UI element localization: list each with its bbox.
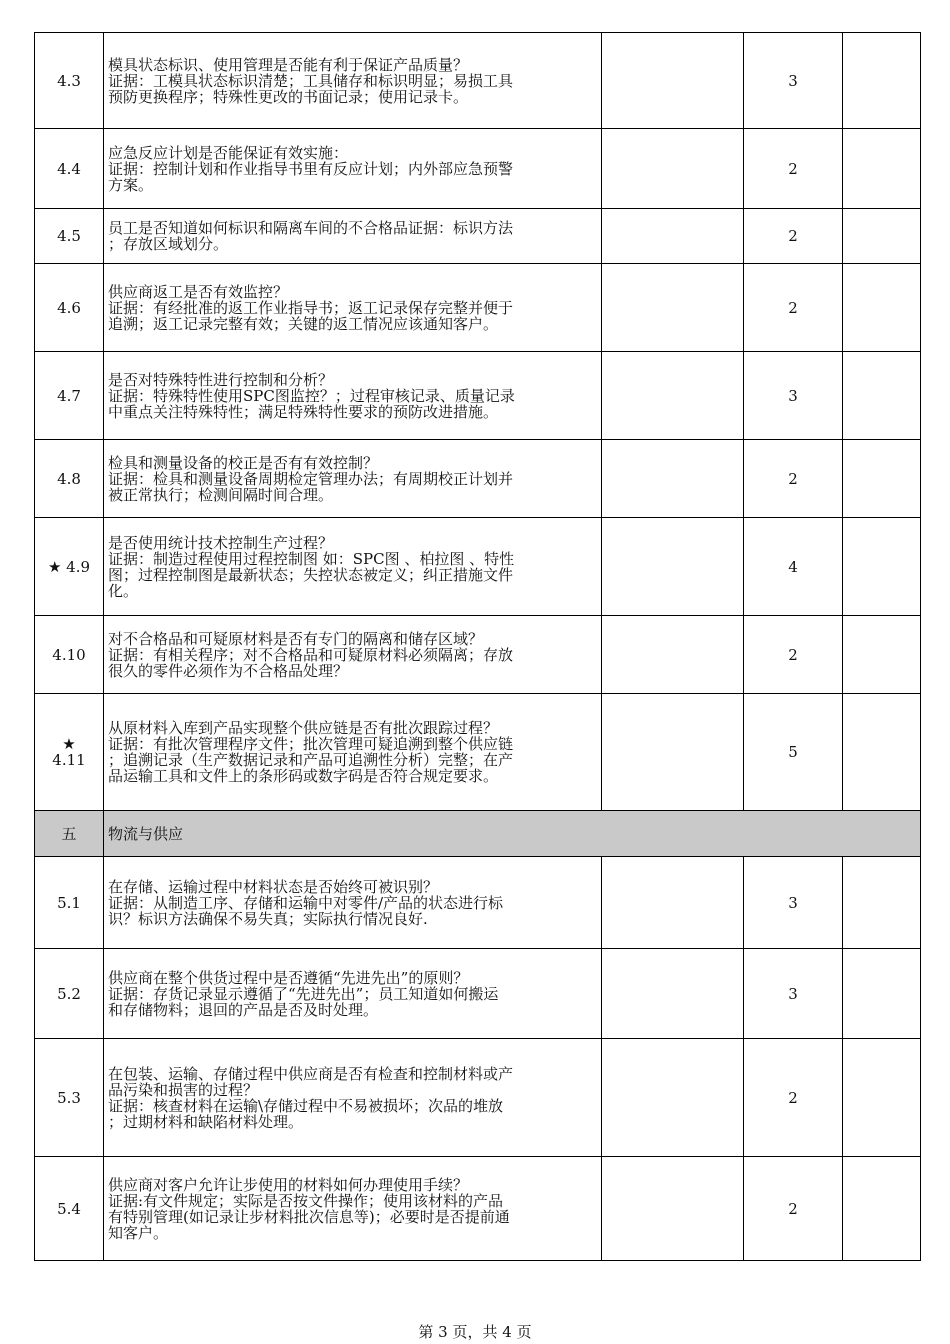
item-description-line: 证据：有相关程序；对不合格品和可疑原材料必须隔离；存放 (108, 646, 514, 663)
table-row (35, 352, 921, 440)
item-description (104, 209, 602, 264)
table-row (35, 616, 921, 694)
result-cell (843, 33, 921, 129)
item-number-line: 4.11 (52, 752, 86, 768)
item-description-line: 供应商对客户允许让步使用的材料如何办理使用手续？ (108, 1176, 469, 1193)
evidence-cell (602, 1157, 744, 1261)
item-description-line: 被正常执行；检测间隔时间合理。 (108, 486, 334, 503)
item-description-line: 追溯；返工记录完整有效；关键的返工情况应该通知客户。 (108, 315, 499, 332)
item-number: ★ 4.9 (35, 518, 104, 616)
score-cell: 5 (744, 694, 843, 811)
item-description-line: 证据：有批次管理程序文件；批次管理可疑追溯到整个供应链 (108, 736, 514, 752)
page-footer: 第 3 页，共 4 页 (418, 1323, 532, 1341)
item-description-line: 在包装、运输、存储过程中供应商是否有检查和控制材料或产 (108, 1065, 514, 1082)
item-description (104, 264, 602, 352)
item-description-line: 很久的零件必须作为不合格品处理？ (108, 662, 349, 679)
score-cell: 4 (744, 518, 843, 616)
item-description-line: ；存放区域划分。 (108, 236, 229, 252)
item-description-line: 有特别管理(如记录让步材料批次信息等)；必要时是否提前通 (108, 1208, 510, 1225)
table-row (35, 1157, 921, 1261)
item-description (104, 857, 602, 949)
item-description-line: 中重点关注特殊特性；满足特殊特性要求的预防改进措施。 (108, 403, 499, 420)
item-description (104, 33, 602, 129)
item-number: 4.8 (35, 440, 104, 518)
score-cell: 3 (744, 949, 843, 1039)
result-cell (843, 1039, 921, 1157)
evidence-cell (602, 518, 744, 616)
item-description-line: 对不合格品和可疑原材料是否有专门的隔离和储存区域？ (108, 630, 484, 647)
item-description (104, 518, 602, 616)
result-cell (843, 264, 921, 352)
audit-table (34, 32, 921, 1261)
item-description-line: 品污染和损害的过程？ (108, 1081, 259, 1098)
item-description-line: 证据：制造过程使用过程控制图 如：SPC图 、柏拉图 、特性 (108, 550, 515, 567)
item-description-line: 知客户。 (108, 1224, 169, 1241)
table-row (35, 857, 921, 949)
item-description-line: 证据：检具和测量设备周期检定管理办法；有周期校正计划并 (108, 470, 514, 487)
evidence-cell (602, 352, 744, 440)
score-cell: 2 (744, 440, 843, 518)
evidence-cell (602, 129, 744, 209)
item-description-line: ；追溯记录（生产数据记录和产品可追溯性分析）完整；在产 (108, 752, 514, 768)
item-description (104, 129, 602, 209)
evidence-cell (602, 1039, 744, 1157)
item-description-line: 应急反应计划是否能保证有效实施： (108, 144, 349, 161)
item-description-line: 证据：核查材料在运输\存储过程中不易被损坏；次品的堆放 (108, 1097, 504, 1114)
evidence-cell (602, 440, 744, 518)
table-row (35, 209, 921, 264)
item-description-line: 供应商返工是否有效监控？ (108, 283, 289, 300)
evidence-cell (602, 616, 744, 694)
item-number: 4.3 (35, 33, 104, 129)
table-row (35, 949, 921, 1039)
item-number: 5.3 (35, 1039, 104, 1157)
score-cell: 2 (744, 616, 843, 694)
item-description (104, 352, 602, 440)
result-cell (843, 209, 921, 264)
result-cell (843, 518, 921, 616)
evidence-cell (602, 694, 744, 811)
table-row (35, 440, 921, 518)
item-description (104, 1157, 602, 1261)
item-description-line: 证据：从制造工序、存储和运输中对零件/产品的状态进行标 (108, 894, 504, 911)
score-cell: 2 (744, 1157, 843, 1261)
section-number: 五 (35, 811, 104, 857)
item-description-line: 方案。 (108, 176, 154, 193)
item-description-line: ；过期材料和缺陷材料处理。 (108, 1113, 304, 1130)
section-title: 物流与供应 (104, 811, 921, 857)
table-row (35, 33, 921, 129)
item-description-line: 和存储物料；退回的产品是否及时处理。 (108, 1001, 379, 1018)
item-description (104, 1039, 602, 1157)
score-cell: 2 (744, 129, 843, 209)
item-description-line: 供应商在整个供货过程中是否遵循“先进先出”的原则？ (108, 969, 469, 986)
item-description-line: 证据：存货记录显示遵循了“先进先出”；员工知道如何搬运 (108, 985, 499, 1002)
evidence-cell (602, 33, 744, 129)
result-cell (843, 694, 921, 811)
item-number: 4.5 (35, 209, 104, 264)
item-description-line: 品运输工具和文件上的条形码或数字码是否符合规定要求。 (108, 768, 499, 784)
item-description-line: 员工是否知道如何标识和隔离车间的不合格品证据：标识方法 (108, 220, 514, 236)
item-number: 5.2 (35, 949, 104, 1039)
item-description-line: 在存储、运输过程中材料状态是否始终可被识别？ (108, 878, 439, 895)
score-cell: 2 (744, 264, 843, 352)
item-description-line: 预防更换程序；特殊性更改的书面记录；使用记录卡。 (108, 88, 469, 105)
item-number (35, 694, 104, 811)
item-description-line: 是否使用统计技术控制生产过程？ (108, 534, 334, 551)
evidence-cell (602, 949, 744, 1039)
item-description (104, 694, 602, 811)
table-row (35, 518, 921, 616)
result-cell (843, 440, 921, 518)
item-description-line: 证据：特殊特性使用SPC图监控？；过程审核记录、质量记录 (108, 387, 515, 404)
item-description-line: 证据：工模具状态标识清楚；工具储存和标识明显；易损工具 (108, 72, 514, 89)
item-description-line: 检具和测量设备的校正是否有有效控制？ (108, 454, 379, 471)
item-description-line: 证据：有经批准的返工作业指导书；返工记录保存完整并便于 (108, 299, 514, 316)
item-description-line: 证据:有文件规定；实际是否按文件操作；使用该材料的产品 (108, 1192, 504, 1209)
evidence-cell (602, 264, 744, 352)
evidence-cell (602, 209, 744, 264)
score-cell: 2 (744, 1039, 843, 1157)
item-number-line: ★ (62, 736, 76, 752)
section-row (35, 811, 921, 857)
score-cell: 3 (744, 857, 843, 949)
item-number: 4.10 (35, 616, 104, 694)
result-cell (843, 129, 921, 209)
item-description-line: 化。 (108, 582, 139, 599)
item-number: 4.4 (35, 129, 104, 209)
item-number: 5.1 (35, 857, 104, 949)
item-description-line: 识？标识方法确保不易失真；实际执行情况良好. (108, 910, 428, 927)
result-cell (843, 1157, 921, 1261)
item-number: 5.4 (35, 1157, 104, 1261)
item-description (104, 949, 602, 1039)
result-cell (843, 857, 921, 949)
item-description (104, 440, 602, 518)
table-row (35, 129, 921, 209)
score-cell: 2 (744, 209, 843, 264)
item-description-line: 模具状态标识、使用管理是否能有利于保证产品质量？ (108, 56, 469, 73)
result-cell (843, 616, 921, 694)
result-cell (843, 352, 921, 440)
audit-table-body (35, 33, 921, 1261)
item-description-line: 是否对特殊特性进行控制和分析？ (108, 371, 334, 388)
score-cell: 3 (744, 33, 843, 129)
score-cell: 3 (744, 352, 843, 440)
table-row (35, 264, 921, 352)
evidence-cell (602, 857, 744, 949)
table-row (35, 694, 921, 811)
item-description-line: 证据：控制计划和作业指导书里有反应计划；内外部应急预警 (108, 160, 514, 177)
item-description (104, 616, 602, 694)
item-number: 4.7 (35, 352, 104, 440)
item-number: 4.6 (35, 264, 104, 352)
table-row (35, 1039, 921, 1157)
result-cell (843, 949, 921, 1039)
item-description-line: 从原材料入库到产品实现整个供应链是否有批次跟踪过程？ (108, 720, 499, 736)
item-description-line: 图；过程控制图是最新状态；失控状态被定义；纠正措施文件 (108, 566, 514, 583)
